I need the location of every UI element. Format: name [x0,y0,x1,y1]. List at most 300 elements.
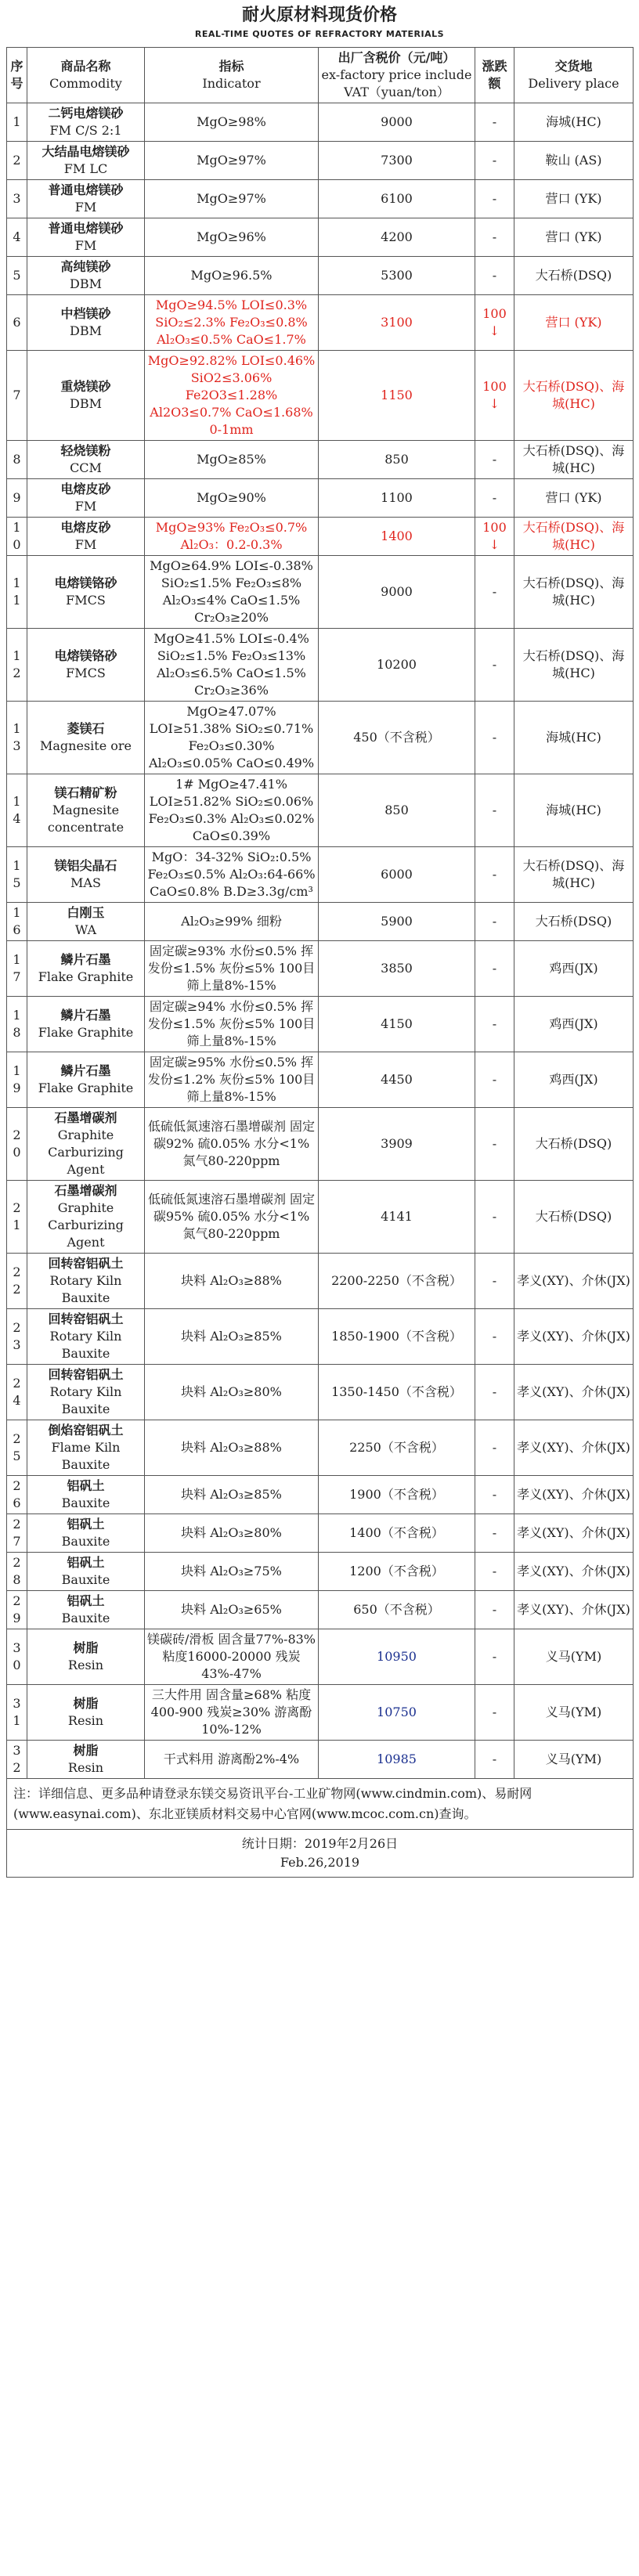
row-change: - [475,1365,514,1420]
commodity-name-cn: 倒焰窑铝矾土 [48,1423,124,1438]
table-row [7,180,634,218]
commodity-name-en: Graphite Carburizing Agent [48,1200,124,1250]
row-no: 21 [7,1181,27,1254]
commodity-name-en: Flake Graphite [38,1081,134,1095]
commodity-name-cn: 鳞片石墨 [60,1008,111,1023]
row-indicator: MgO≥97% [145,180,319,218]
row-delivery: 大石桥(DSQ)、海城(HC) [514,556,634,629]
commodity-name-en: FMCS [66,593,106,608]
row-price: 10950 [319,1629,475,1685]
commodity-name-cn: 树脂 [73,1640,99,1655]
row-indicator: 低硫低氮速溶石墨增碳剂 固定碳95% 硫0.05% 水分<1% 氮气80-220ppm [145,1181,319,1254]
row-no: 6 [7,295,27,351]
row-price: 850 [319,441,475,479]
row-indicator: 块料 Al₂O₃≥88% [145,1420,319,1476]
table-row [7,1108,634,1181]
row-delivery: 孝义(XY)、介休(JX) [514,1420,634,1476]
row-change: 100↓ [475,295,514,351]
header-price-cn: 出厂含税价（元/吨） [338,50,456,65]
table-row [7,1685,634,1741]
row-price: 4450 [319,1052,475,1108]
row-price: 450（不含税） [319,702,475,774]
row-price: 5900 [319,903,475,941]
row-price: 1150 [319,351,475,441]
table-row [7,441,634,479]
table-row [7,257,634,295]
row-price: 3100 [319,295,475,351]
row-delivery: 鸡西(JX) [514,941,634,997]
row-delivery: 大石桥(DSQ) [514,903,634,941]
row-no: 20 [7,1108,27,1181]
row-change: - [475,1591,514,1629]
commodity-name-cn: 鳞片石墨 [60,1063,111,1078]
row-no: 24 [7,1365,27,1420]
commodity-name-en: DBM [70,396,102,411]
table-row [7,1591,634,1629]
row-indicator: MgO≥96% [145,218,319,257]
commodity-name-cn: 回转窑铝矾土 [48,1256,124,1271]
row-delivery: 大石桥(DSQ)、海城(HC) [514,351,634,441]
note-row [7,1779,634,1830]
row-price: 9000 [319,103,475,142]
row-commodity [27,774,145,847]
row-price: 1850-1900（不含税） [319,1309,475,1365]
commodity-name-cn: 白刚玉 [67,905,105,920]
row-indicator: MgO≥41.5% LOI≤-0.4% SiO₂≤1.5% Fe₂O₃≤13% Al₂O₃≤6.5% CaO≤1.5% Cr₂O₃≥36% [145,629,319,702]
row-commodity [27,441,145,479]
table-row [7,702,634,774]
row-indicator: MgO：34-32% SiO₂:0.5% Fe₂O₃≤0.5% Al₂O₃:64-66% CaO≤0.8% B.D≥3.3g/cm³ [145,847,319,903]
commodity-name-cn: 重烧镁砂 [60,379,111,394]
commodity-name-en: Rotary Kiln Bauxite [49,1273,122,1305]
row-indicator: 块料 Al₂O₃≥88% [145,1254,319,1309]
row-commodity [27,941,145,997]
commodity-name-cn: 石墨增碳剂 [54,1183,117,1198]
row-price: 4200 [319,218,475,257]
commodity-name-en: Magnesite ore [40,738,132,753]
row-price: 10750 [319,1685,475,1741]
table-row [7,774,634,847]
commodity-name-cn: 镁石精矿粉 [54,785,117,800]
row-price: 5300 [319,257,475,295]
row-no: 15 [7,847,27,903]
table-row [7,1052,634,1108]
row-indicator: 块料 Al₂O₃≥75% [145,1553,319,1591]
row-delivery: 大石桥(DSQ) [514,1108,634,1181]
commodity-name-en: Resin [67,1760,104,1775]
commodity-name-en: Flake Graphite [38,1025,134,1040]
row-no: 10 [7,518,27,556]
row-delivery: 大石桥(DSQ)、海城(HC) [514,441,634,479]
commodity-name-en: FM C/S 2:1 [49,123,122,138]
table-body [7,103,634,1779]
row-no: 19 [7,1052,27,1108]
commodity-name-cn: 铝矾土 [67,1593,105,1608]
table-row [7,629,634,702]
row-delivery: 义马(YM) [514,1629,634,1685]
commodity-name-cn: 高纯镁砂 [60,259,111,274]
commodity-name-cn: 电熔镁铬砂 [54,575,117,590]
row-price: 6000 [319,847,475,903]
row-no: 8 [7,441,27,479]
row-price: 9000 [319,556,475,629]
footer-date [7,1830,634,1878]
row-price: 1100 [319,479,475,518]
row-indicator: 1# MgO≥47.41% LOI≥51.82% SiO₂≤0.06% Fe₂O₃≤0.3% Al₂O₃≤0.02% CaO≤0.39% [145,774,319,847]
row-commodity [27,903,145,941]
table-row [7,1365,634,1420]
row-price: 2200-2250（不含税） [319,1254,475,1309]
table-row [7,218,634,257]
row-change: - [475,702,514,774]
row-delivery: 海城(HC) [514,774,634,847]
row-change: - [475,1420,514,1476]
row-delivery: 鞍山 (AS) [514,142,634,180]
commodity-name-en: FM [74,537,97,552]
header-indicator-cn: 指标 [218,59,244,74]
commodity-name-en: FM LC [63,161,108,176]
row-change: - [475,257,514,295]
row-commodity [27,1629,145,1685]
row-indicator: MgO≥47.07% LOI≥51.38% SiO₂≤0.71% Fe₂O₃≤0.30% Al₂O₃≤0.05% CaO≤0.49% [145,702,319,774]
row-delivery: 义马(YM) [514,1685,634,1741]
commodity-name-en: Bauxite [61,1495,110,1510]
table-row [7,103,634,142]
commodity-name-en: FM [74,499,97,514]
row-no: 5 [7,257,27,295]
row-delivery: 鸡西(JX) [514,1052,634,1108]
table-row [7,941,634,997]
row-commodity [27,295,145,351]
commodity-name-en: FM [74,238,97,253]
row-change: - [475,1553,514,1591]
row-price: 10200 [319,629,475,702]
commodity-name-cn: 菱镁石 [67,721,105,736]
table-row [7,847,634,903]
row-commodity [27,1052,145,1108]
row-no: 27 [7,1514,27,1553]
row-change: - [475,1629,514,1685]
row-delivery: 大石桥(DSQ) [514,1181,634,1254]
row-indicator: MgO≥93% Fe₂O₃≤0.7% Al₂O₃：0.2-0.3% [145,518,319,556]
row-commodity [27,556,145,629]
commodity-name-cn: 铝矾土 [67,1517,105,1532]
row-change: - [475,629,514,702]
commodity-name-cn: 鳞片石墨 [60,952,111,967]
row-change: - [475,1108,514,1181]
row-change: - [475,997,514,1052]
commodity-name-en: Rotary Kiln Bauxite [49,1384,122,1416]
commodity-name-en: Resin [67,1658,104,1672]
footer-date-en: Feb.26,2019 [280,1855,360,1870]
row-indicator: 固定碳≥94% 水份≤0.5% 挥发份≤1.5% 灰份≤5% 100目筛上量8%-15% [145,997,319,1052]
row-price: 1900（不含税） [319,1476,475,1514]
price-table [6,47,634,1878]
commodity-name-en: DBM [70,323,102,338]
header-price [319,48,475,103]
row-indicator: 块料 Al₂O₃≥80% [145,1514,319,1553]
commodity-name-cn: 铝矾土 [67,1478,105,1493]
table-row [7,351,634,441]
row-commodity [27,1108,145,1181]
row-delivery: 海城(HC) [514,702,634,774]
row-commodity [27,1309,145,1365]
row-change: - [475,1741,514,1779]
row-no: 25 [7,1420,27,1476]
row-delivery: 海城(HC) [514,103,634,142]
row-no: 4 [7,218,27,257]
commodity-name-en: Bauxite [61,1611,110,1625]
row-delivery: 孝义(XY)、介休(JX) [514,1476,634,1514]
row-commodity [27,1181,145,1254]
commodity-name-en: Flake Graphite [38,969,134,984]
commodity-name-cn: 二钙电熔镁砂 [48,106,124,121]
row-commodity [27,479,145,518]
commodity-name-cn: 石墨增碳剂 [54,1110,117,1125]
header-commodity [27,48,145,103]
row-indicator: MgO≥92.82% LOI≤0.46% SiO2≤3.06% Fe2O3≤1.28% Al2O3≤0.7% CaO≤1.68% 0-1mm [145,351,319,441]
row-delivery: 营口 (YK) [514,479,634,518]
table-row [7,1629,634,1685]
row-indicator: 干式料用 游离酚2%-4% [145,1741,319,1779]
row-price: 1350-1450（不含税） [319,1365,475,1420]
commodity-name-cn: 回转窑铝矾土 [48,1311,124,1326]
row-delivery: 营口 (YK) [514,218,634,257]
row-no: 22 [7,1254,27,1309]
row-commodity [27,702,145,774]
row-no: 13 [7,702,27,774]
row-delivery: 义马(YM) [514,1741,634,1779]
row-change: - [475,847,514,903]
header-delivery-cn: 交货地 [554,59,593,74]
commodity-name-cn: 树脂 [73,1696,99,1711]
footer-note: 注：详细信息、更多品种请登录东镁交易资讯平台-工业矿物网(www.cindmin.com)、易耐网(www.easynai.com)、东北亚镁质材料交易中心官网(www.mcoc.com.cn)查询。 [7,1779,634,1830]
row-commodity [27,1741,145,1779]
row-price: 7300 [319,142,475,180]
row-no: 30 [7,1629,27,1685]
commodity-name-en: CCM [70,460,102,475]
row-indicator: MgO≥97% [145,142,319,180]
commodity-name-en: Rotary Kiln Bauxite [49,1329,122,1361]
row-indicator: MgO≥85% [145,441,319,479]
commodity-name-en: Bauxite [61,1572,110,1587]
row-no: 32 [7,1741,27,1779]
row-commodity [27,1553,145,1591]
row-indicator: 块料 Al₂O₃≥85% [145,1309,319,1365]
commodity-name-cn: 回转窑铝矾土 [48,1367,124,1382]
commodity-name-en: Magnesite concentrate [47,803,125,835]
commodity-name-cn: 普通电熔镁砂 [48,221,124,236]
row-no: 18 [7,997,27,1052]
row-delivery: 孝义(XY)、介休(JX) [514,1365,634,1420]
row-delivery: 大石桥(DSQ)、海城(HC) [514,629,634,702]
table-row [7,997,634,1052]
row-change: 100↓ [475,518,514,556]
row-no: 3 [7,180,27,218]
row-delivery: 营口 (YK) [514,180,634,218]
row-no: 12 [7,629,27,702]
row-indicator: Al₂O₃≥99% 细粉 [145,903,319,941]
row-price: 4141 [319,1181,475,1254]
row-no: 23 [7,1309,27,1365]
row-no: 1 [7,103,27,142]
commodity-name-en: WA [74,922,97,937]
row-indicator: MgO≥98% [145,103,319,142]
table-row [7,1309,634,1365]
commodity-name-cn: 电熔皮砂 [60,520,111,535]
commodity-name-en: FMCS [66,666,106,680]
row-commodity [27,997,145,1052]
header-commodity-en: Commodity [49,76,122,91]
row-price: 1200（不含税） [319,1553,475,1591]
page-title: 耐火原材料现货价格 [241,5,397,25]
row-delivery: 鸡西(JX) [514,997,634,1052]
row-price: 650（不含税） [319,1591,475,1629]
row-indicator: MgO≥64.9% LOI≤-0.38% SiO₂≤1.5% Fe₂O₃≤8% Al₂O₃≤4% CaO≤1.5% Cr₂O₃≥20% [145,556,319,629]
row-change: - [475,142,514,180]
header-commodity-cn: 商品名称 [60,59,111,74]
commodity-name-en: Bauxite [61,1534,110,1549]
table-row [7,1553,634,1591]
table-row [7,1181,634,1254]
row-change: - [475,180,514,218]
footer-date-cn: 统计日期：2019年2月26日 [241,1836,399,1851]
row-indicator: 低硫低氮速溶石墨增碳剂 固定碳92% 硫0.05% 水分<1% 氮气80-220ppm [145,1108,319,1181]
row-commodity [27,1685,145,1741]
row-no: 26 [7,1476,27,1514]
table-row [7,479,634,518]
row-delivery: 大石桥(DSQ)、海城(HC) [514,847,634,903]
row-indicator: MgO≥94.5% LOI≤0.3% SiO₂≤2.3% Fe₂O₃≤0.8% Al₂O₃≤0.5% CaO≤1.7% [145,295,319,351]
row-delivery: 孝义(XY)、介休(JX) [514,1553,634,1591]
row-price: 6100 [319,180,475,218]
row-commodity [27,1254,145,1309]
row-commodity [27,847,145,903]
row-commodity [27,142,145,180]
row-commodity [27,1476,145,1514]
row-price: 850 [319,774,475,847]
row-change: - [475,941,514,997]
row-indicator: 块料 Al₂O₃≥80% [145,1365,319,1420]
row-change: - [475,103,514,142]
row-price: 3850 [319,941,475,997]
row-delivery: 大石桥(DSQ) [514,257,634,295]
row-commodity [27,103,145,142]
row-no: 31 [7,1685,27,1741]
row-commodity [27,1365,145,1420]
header-delivery [514,48,634,103]
row-price: 1400 [319,518,475,556]
row-change: - [475,774,514,847]
row-indicator: MgO≥90% [145,479,319,518]
page-subtitle: REAL-TIME QUOTES OF REFRACTORY MATERIALS [194,29,445,39]
commodity-name-en: FM [74,200,97,215]
row-delivery: 孝义(XY)、介休(JX) [514,1309,634,1365]
row-change: 100↓ [475,351,514,441]
row-no: 28 [7,1553,27,1591]
table-row [7,903,634,941]
commodity-name-cn: 大结晶电熔镁砂 [42,144,130,159]
table-row [7,142,634,180]
commodity-name-cn: 树脂 [73,1743,99,1758]
table-row [7,1741,634,1779]
row-change: - [475,1254,514,1309]
row-commodity [27,218,145,257]
row-change: - [475,1514,514,1553]
row-indicator: 块料 Al₂O₃≥65% [145,1591,319,1629]
row-no: 14 [7,774,27,847]
table-row [7,1514,634,1553]
row-change: - [475,1052,514,1108]
row-no: 7 [7,351,27,441]
row-change: - [475,1476,514,1514]
table-row [7,556,634,629]
row-no: 11 [7,556,27,629]
table-row [7,1476,634,1514]
row-price: 3909 [319,1108,475,1181]
row-delivery: 大石桥(DSQ)、海城(HC) [514,518,634,556]
row-price: 2250（不含税） [319,1420,475,1476]
table-header-row [7,48,634,103]
commodity-name-cn: 电熔镁铬砂 [54,648,117,663]
table-row [7,1254,634,1309]
row-commodity [27,257,145,295]
header-change: 涨跌额 [475,48,514,103]
row-price: 4150 [319,997,475,1052]
row-commodity [27,1420,145,1476]
row-no: 2 [7,142,27,180]
commodity-name-cn: 铝矾土 [67,1555,105,1570]
row-change: - [475,903,514,941]
row-no: 29 [7,1591,27,1629]
commodity-name-cn: 轻烧镁粉 [60,443,111,458]
commodity-name-en: Flame Kiln Bauxite [51,1440,121,1472]
row-delivery: 孝义(XY)、介休(JX) [514,1254,634,1309]
row-delivery: 营口 (YK) [514,295,634,351]
table-row [7,295,634,351]
row-delivery: 孝义(XY)、介休(JX) [514,1514,634,1553]
row-delivery: 孝义(XY)、介休(JX) [514,1591,634,1629]
row-commodity [27,518,145,556]
row-commodity [27,1591,145,1629]
commodity-name-cn: 电熔皮砂 [60,482,111,496]
row-no: 16 [7,903,27,941]
row-change: - [475,218,514,257]
table-row [7,1420,634,1476]
row-commodity [27,1514,145,1553]
row-no: 9 [7,479,27,518]
table-row [7,518,634,556]
row-indicator: 三大件用 固含量≥68% 粘度400-900 残炭≥30% 游离酚10%-12% [145,1685,319,1741]
row-commodity [27,180,145,218]
row-commodity [27,351,145,441]
commodity-name-cn: 镁铝尖晶石 [54,858,117,873]
row-price: 1400（不含税） [319,1514,475,1553]
commodity-name-en: Graphite Carburizing Agent [48,1127,124,1177]
header-indicator [145,48,319,103]
row-change: - [475,479,514,518]
row-price: 10985 [319,1741,475,1779]
row-change: - [475,1309,514,1365]
commodity-name-cn: 中档镁砂 [60,306,111,321]
commodity-name-en: Resin [67,1713,104,1728]
date-row [7,1830,634,1878]
header-indicator-en: Indicator [202,76,261,91]
header-delivery-en: Delivery place [528,76,619,91]
row-change: - [475,1181,514,1254]
row-change: - [475,1685,514,1741]
row-change: - [475,556,514,629]
